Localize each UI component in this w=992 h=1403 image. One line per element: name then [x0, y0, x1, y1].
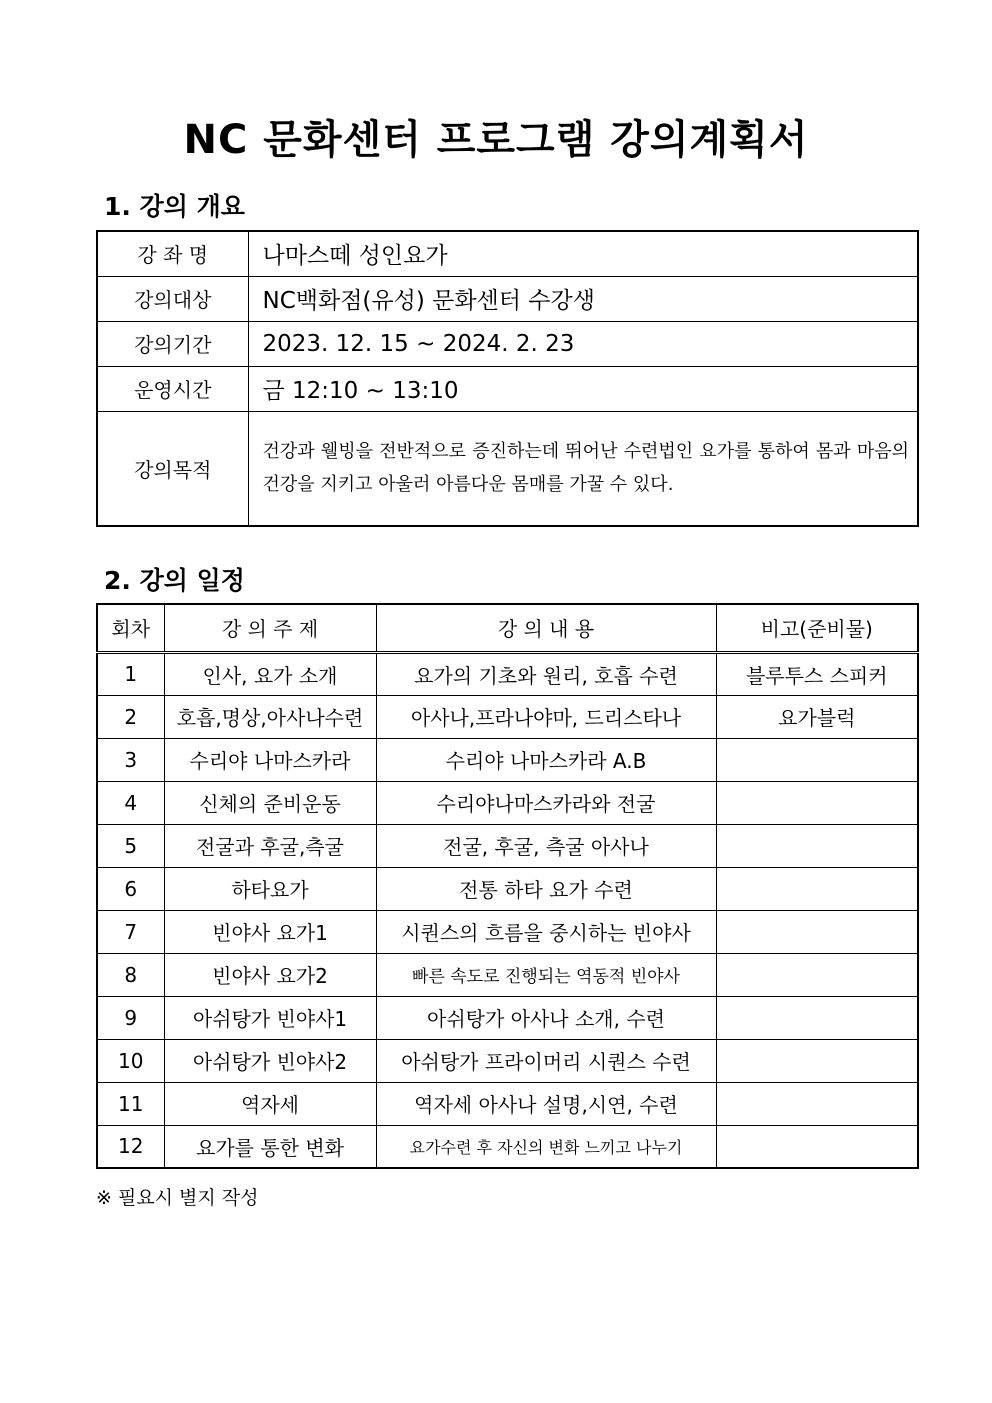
- hours-value: 금 12:10 ~ 13:10: [248, 366, 918, 411]
- table-row: [97, 652, 918, 695]
- period-value: 2023. 12. 15 ~ 2024. 2. 23: [248, 321, 918, 366]
- table-row: [97, 1039, 918, 1082]
- goal-value: 건강과 웰빙을 전반적으로 증진하는데 뛰어난 수련법인 요가를 통하여 몸과 마음의 건강을 지키고 아울러 아름다운 몸매를 가꿀 수 있다.: [248, 411, 918, 526]
- session-topic: 인사, 요가 소개: [164, 652, 376, 695]
- session-topic: 전굴과 후굴,측굴: [164, 824, 376, 867]
- table-row: [97, 953, 918, 996]
- schedule-table: [96, 603, 919, 1169]
- overview-row-target: [97, 276, 918, 321]
- table-row: [97, 738, 918, 781]
- session-topic: 신체의 준비운동: [164, 781, 376, 824]
- table-row: [97, 1125, 918, 1168]
- session-note: [716, 1125, 918, 1168]
- table-row: [97, 824, 918, 867]
- section-2-heading: 2. 강의 일정: [104, 566, 245, 595]
- document-title: NC 문화센터 프로그램 강의계획서: [183, 117, 809, 163]
- period-label: 강의기간: [97, 321, 248, 366]
- target-label: 강의대상: [97, 276, 248, 321]
- session-number: 11: [97, 1082, 164, 1125]
- session-topic: 역자세: [164, 1082, 376, 1125]
- table-row: [97, 781, 918, 824]
- hours-label: 운영시간: [97, 366, 248, 411]
- session-note: 요가블럭: [716, 695, 918, 738]
- table-row: [97, 695, 918, 738]
- overview-row-goal: [97, 411, 918, 526]
- table-row: [97, 910, 918, 953]
- target-value: NC백화점(유성) 문화센터 수강생: [248, 276, 918, 321]
- session-number: 4: [97, 781, 164, 824]
- session-number: 6: [97, 867, 164, 910]
- session-content: 수리야나마스카라와 전굴: [376, 781, 716, 824]
- session-note: [716, 824, 918, 867]
- session-number: 9: [97, 996, 164, 1039]
- session-note: [716, 953, 918, 996]
- session-number: 7: [97, 910, 164, 953]
- session-content: 아사나,프라나야마, 드리스타나: [376, 695, 716, 738]
- header-topic: 강 의 주 제: [164, 604, 376, 652]
- session-topic: 수리야 나마스카라: [164, 738, 376, 781]
- footnote: ※ 필요시 별지 작성: [96, 1187, 259, 1209]
- session-content: 전굴, 후굴, 측굴 아사나: [376, 824, 716, 867]
- session-content: 수리야 나마스카라 A.B: [376, 738, 716, 781]
- goal-label: 강의목적: [97, 411, 248, 526]
- header-note: 비고(준비물): [716, 604, 918, 652]
- session-content: 시퀀스의 흐름을 중시하는 빈야사: [376, 910, 716, 953]
- session-topic: 아쉬탕가 빈야사1: [164, 996, 376, 1039]
- header-session: 회차: [97, 604, 164, 652]
- overview-row-hours: [97, 366, 918, 411]
- session-content: 요가수련 후 자신의 변화 느끼고 나누기: [376, 1125, 716, 1168]
- session-number: 3: [97, 738, 164, 781]
- session-topic: 호흡,명상,아사나수련: [164, 695, 376, 738]
- session-number: 8: [97, 953, 164, 996]
- session-content: 빠른 속도로 진행되는 역동적 빈야사: [376, 953, 716, 996]
- session-topic: 아쉬탕가 빈야사2: [164, 1039, 376, 1082]
- course-name-label: 강 좌 명: [97, 231, 248, 276]
- table-row: [97, 996, 918, 1039]
- session-content: 요가의 기초와 원리, 호흡 수련: [376, 652, 716, 695]
- session-note: [716, 1039, 918, 1082]
- session-number: 1: [97, 652, 164, 695]
- session-topic: 빈야사 요가2: [164, 953, 376, 996]
- session-note: [716, 1082, 918, 1125]
- overview-row-period: [97, 321, 918, 366]
- table-row: [97, 867, 918, 910]
- section-1-heading: 1. 강의 개요: [104, 192, 245, 221]
- session-note: [716, 738, 918, 781]
- session-note: [716, 781, 918, 824]
- overview-row-course: [97, 231, 918, 276]
- session-topic: 요가를 통한 변화: [164, 1125, 376, 1168]
- session-note: [716, 867, 918, 910]
- session-number: 2: [97, 695, 164, 738]
- header-content: 강 의 내 용: [376, 604, 716, 652]
- session-note: [716, 996, 918, 1039]
- session-note: [716, 910, 918, 953]
- session-topic: 빈야사 요가1: [164, 910, 376, 953]
- course-name-value: 나마스떼 성인요가: [248, 231, 918, 276]
- session-number: 5: [97, 824, 164, 867]
- session-content: 아쉬탕가 프라이머리 시퀀스 수련: [376, 1039, 716, 1082]
- overview-table: [96, 230, 919, 527]
- table-row: [97, 1082, 918, 1125]
- session-number: 12: [97, 1125, 164, 1168]
- session-number: 10: [97, 1039, 164, 1082]
- session-content: 전통 하타 요가 수련: [376, 867, 716, 910]
- session-content: 역자세 아사나 설명,시연, 수련: [376, 1082, 716, 1125]
- session-topic: 하타요가: [164, 867, 376, 910]
- session-content: 아쉬탕가 아사나 소개, 수련: [376, 996, 716, 1039]
- session-note: 블루투스 스피커: [716, 652, 918, 695]
- schedule-header-row: [97, 604, 918, 652]
